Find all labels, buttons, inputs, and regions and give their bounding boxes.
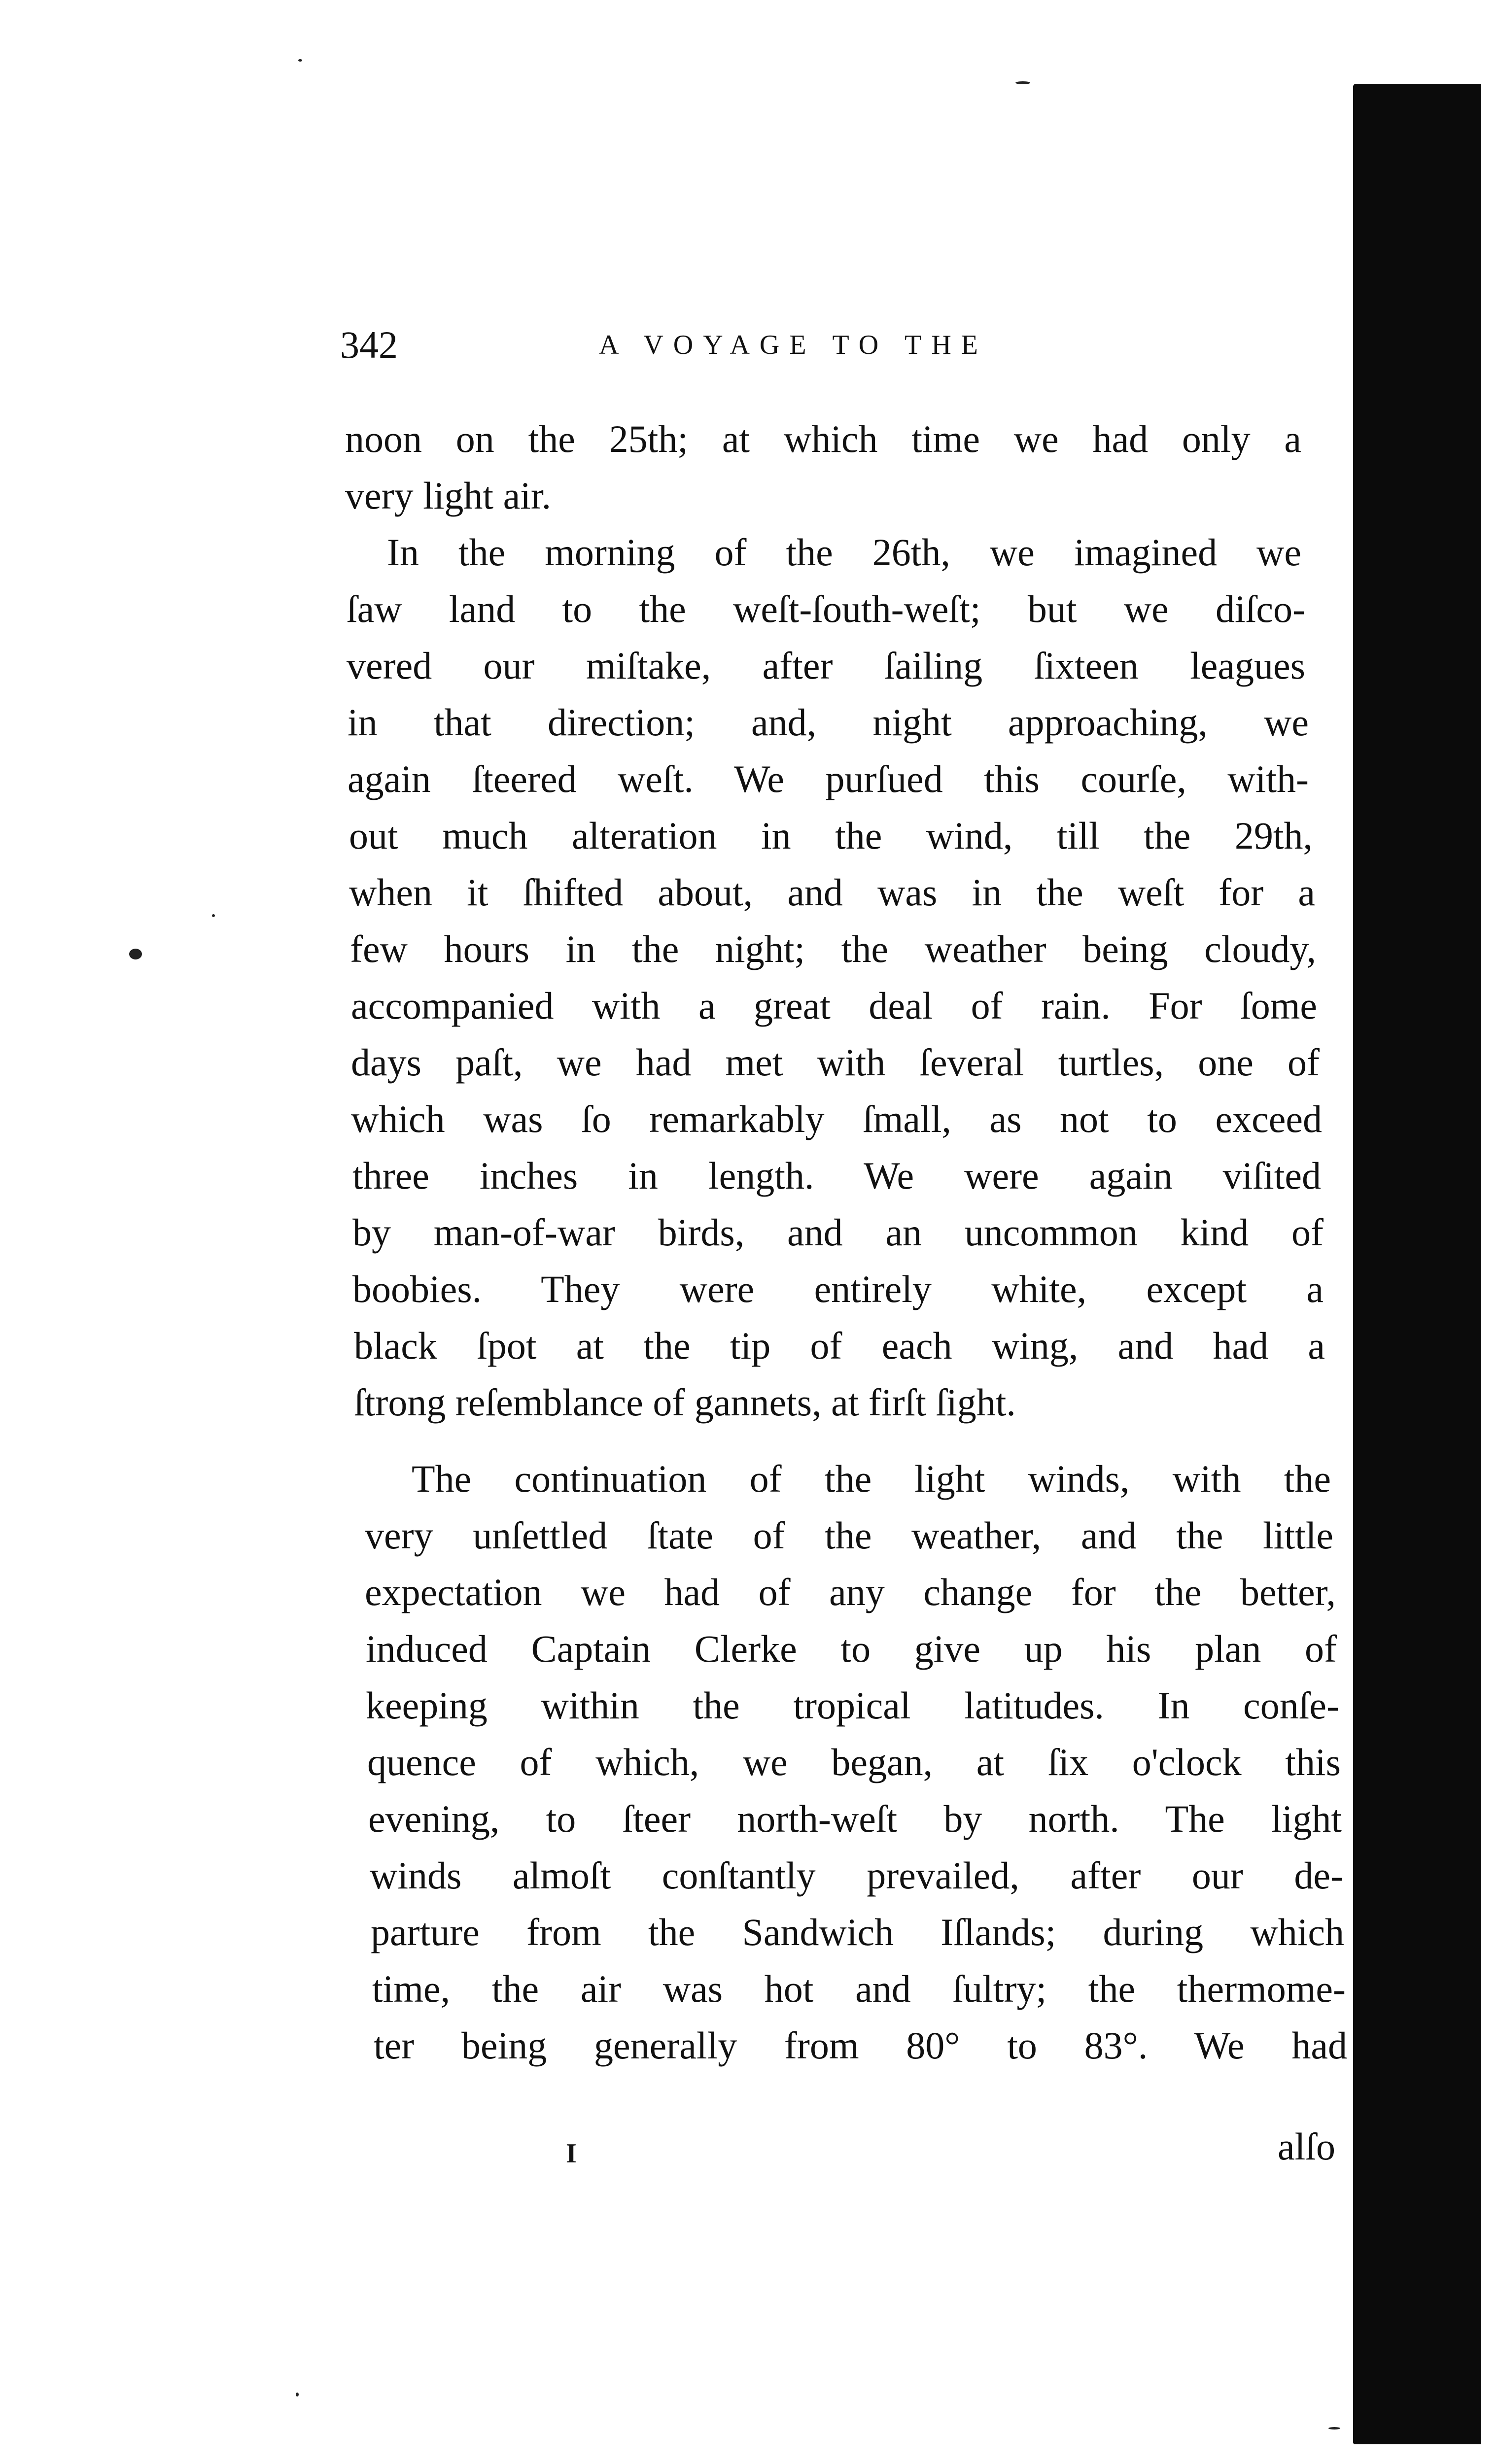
running-head: A VOYAGE TO THE [599,330,988,360]
body-line: ſtrong reſemblance of gannets, at firſt ſight. [354,1381,1016,1424]
body-line: out much alteration in the wind, till the 29th, [349,814,1313,857]
signature-mark: I [566,2138,577,2169]
body-line: time, the air was hot and ſultry; the thermome- [372,1967,1346,2010]
body-line: evening, to ſteer north-weſt by north. The light [368,1797,1342,1840]
body-line: very unſettled ſtate of the weather, and the little [365,1514,1333,1557]
body-line: boobies. They were entirely white, except a [352,1267,1324,1310]
body-line: when it ſhifted about, and was in the weſt for a [349,871,1315,914]
body-line: very light air. [345,474,552,517]
ink-speck [296,2393,299,2396]
ink-speck [1015,81,1030,84]
body-line: winds almoſt conſtantly prevailed, after our de- [370,1854,1343,1897]
body-line: days paſt, we had met with ſeveral turtles, one of [351,1041,1320,1084]
body-line: ter being generally from 80° to 83°. We had [374,2024,1347,2067]
body-line: In the morning of the 26th, we imagined we [387,531,1301,574]
body-line: The continuation of the light winds, with the [412,1457,1331,1500]
ink-speck [129,949,142,959]
ink-speck [298,59,302,62]
body-line: noon on the 25th; at which time we had only a [345,417,1301,460]
page-header [340,318,1070,372]
ink-speck [212,914,215,917]
body-line: vered our miſtake, after ſailing ſixteen leagues [347,644,1305,687]
page-number: 342 [340,323,398,366]
catchword: alſo [1278,2125,1335,2168]
body-line: black ſpot at the tip of each wing, and had a [354,1324,1325,1367]
body-line: by man-of-war birds, and an uncommon kind of [352,1211,1324,1254]
body-line: keeping within the tropical latitudes. In conſe- [366,1684,1339,1727]
body-line: accompanied with a great deal of rain. For ſome [351,984,1317,1027]
body-line: parture from the Sandwich Iſlands; during which [371,1911,1344,1953]
page-edge-shadow [1353,84,1481,2444]
body-line: three inches in length. We were again viſited [352,1154,1321,1197]
body-line: ſaw land to the weſt-ſouth-weſt; but we diſco- [347,587,1305,630]
body-line: few hours in the night; the weather being cloudy, [350,927,1316,970]
body-line: expectation we had of any change for the better, [365,1571,1336,1613]
body-line: which was ſo remarkably ſmall, as not to exceed [351,1097,1322,1140]
body-line: again ſteered weſt. We purſued this courſe, with- [348,757,1309,800]
ink-speck [1328,2427,1340,2430]
body-line: in that direction; and, night approaching, we [348,701,1309,744]
body-line: quence of which, we began, at ſix o'clock this [367,1741,1341,1783]
body-line: induced Captain Clerke to give up his plan of [366,1627,1337,1670]
